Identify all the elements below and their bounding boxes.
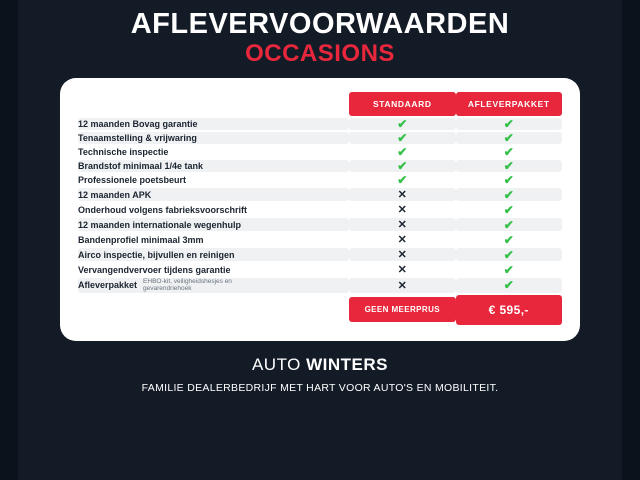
feature-text: 12 maanden Bovag garantie <box>78 119 198 129</box>
page-title: AFLEVERVOORWAARDEN <box>130 8 510 40</box>
feature-label <box>78 188 349 201</box>
feature-label <box>78 160 349 172</box>
right-letterbox-bar <box>622 0 640 480</box>
cross-icon: ✕ <box>397 279 407 292</box>
comparison-card <box>60 78 580 341</box>
feature-text: Airco inspectie, bijvullen en reinigen <box>78 249 235 260</box>
feature-text: Vervangendvervoer tijdens garantie <box>78 264 231 275</box>
cell-standaard <box>349 188 455 201</box>
cell-standaard <box>349 218 455 231</box>
cross-icon: ✕ <box>397 204 407 216</box>
cell-standaard <box>349 160 455 172</box>
check-icon: ✔ <box>397 173 408 187</box>
table-row <box>78 188 562 201</box>
feature-label <box>78 118 349 130</box>
footer-standaard <box>349 295 455 325</box>
cell-afleverpakket <box>456 146 562 158</box>
footer-afleverpakket <box>456 295 562 325</box>
check-icon: ✔ <box>503 173 514 187</box>
cell-standaard <box>349 263 455 276</box>
cross-icon: ✕ <box>397 219 407 231</box>
table-row <box>78 278 562 293</box>
page-subtitle: OCCASIONS <box>245 40 395 67</box>
brand-name-light: AUTO <box>251 354 301 374</box>
cell-standaard <box>349 146 455 158</box>
cell-afleverpakket <box>456 218 562 231</box>
cell-standaard <box>349 278 455 293</box>
cell-standaard <box>349 233 455 246</box>
table-row <box>78 233 562 246</box>
check-icon: ✔ <box>397 117 408 131</box>
cross-icon: ✕ <box>397 264 407 276</box>
column-header-afleverpakket-label: AFLEVERPAKKET <box>456 92 562 116</box>
table-row <box>78 203 562 216</box>
brand-name <box>142 355 499 375</box>
feature-label <box>78 263 349 276</box>
feature-label <box>78 233 349 246</box>
check-icon: ✔ <box>503 187 514 202</box>
table-row <box>78 174 562 186</box>
price-afleverpakket: € 595,- <box>456 295 562 325</box>
feature-label <box>78 278 349 293</box>
cell-afleverpakket <box>456 278 562 293</box>
check-icon: ✔ <box>503 278 514 293</box>
cross-icon: ✕ <box>397 234 407 246</box>
cell-afleverpakket <box>456 263 562 276</box>
feature-label <box>78 248 349 261</box>
feature-label <box>78 203 349 216</box>
cell-standaard <box>349 203 455 216</box>
price-standaard: GEEN MEERPRUS <box>349 297 455 322</box>
footer-spacer <box>78 295 349 325</box>
cell-afleverpakket <box>456 118 562 130</box>
table-body <box>78 118 562 293</box>
brand-block <box>142 355 499 394</box>
table-foot <box>78 295 562 325</box>
feature-text: Tenaamstelling & vrijwaring <box>78 133 197 143</box>
feature-label <box>78 146 349 158</box>
feature-text: 12 maanden internationale wegenhulp <box>78 219 242 230</box>
feature-label <box>78 174 349 186</box>
table-row <box>78 263 562 276</box>
check-icon: ✔ <box>397 145 408 159</box>
feature-text: Afleverpakket <box>78 279 138 290</box>
check-icon: ✔ <box>503 247 514 262</box>
check-icon: ✔ <box>503 131 514 145</box>
check-icon: ✔ <box>503 145 514 159</box>
cell-afleverpakket <box>456 188 562 201</box>
check-icon: ✔ <box>503 159 514 173</box>
check-icon: ✔ <box>503 262 514 277</box>
left-letterbox-bar <box>0 0 18 480</box>
cell-afleverpakket <box>456 132 562 144</box>
cell-standaard <box>349 248 455 261</box>
column-header-afleverpakket <box>456 92 562 116</box>
check-icon: ✔ <box>397 131 408 145</box>
cross-icon: ✕ <box>397 249 407 261</box>
feature-text: Brandstof minimaal 1/4e tank <box>78 161 204 171</box>
poster-header <box>131 10 510 66</box>
cell-afleverpakket <box>456 248 562 261</box>
table-row <box>78 118 562 130</box>
feature-note: EHBO-kit, veiligheidshesjes en gevarendriehoek <box>143 278 232 293</box>
column-header-feature <box>78 92 349 116</box>
check-icon: ✔ <box>503 217 514 232</box>
cell-afleverpakket <box>456 233 562 246</box>
cross-icon: ✕ <box>397 189 407 201</box>
cell-afleverpakket <box>456 160 562 172</box>
cell-standaard <box>349 118 455 130</box>
table-row <box>78 146 562 158</box>
table-row <box>78 132 562 144</box>
feature-text: 12 maanden APK <box>78 189 152 200</box>
brand-name-bold: WINTERS <box>306 354 389 374</box>
column-header-standaard <box>349 92 455 116</box>
feature-label <box>78 218 349 231</box>
table-row <box>78 218 562 231</box>
check-icon: ✔ <box>503 232 514 247</box>
feature-text: Technische inspectie <box>78 147 169 157</box>
table-header-row <box>78 92 562 116</box>
cell-standaard <box>349 132 455 144</box>
comparison-table <box>78 90 562 327</box>
brand-tagline: FAMILIE DEALERBEDRIJF MET HART VOOR AUTO'S EN MOBILITEIT. <box>141 381 499 394</box>
cell-afleverpakket <box>456 203 562 216</box>
table-row <box>78 248 562 261</box>
feature-text: Onderhoud volgens fabrieksvoorschrift <box>78 204 248 215</box>
feature-text: Bandenprofiel minimaal 3mm <box>78 234 204 245</box>
check-icon: ✔ <box>397 159 408 173</box>
cell-afleverpakket <box>456 174 562 186</box>
table-row <box>78 160 562 172</box>
feature-text: Professionele poetsbeurt <box>78 175 187 185</box>
table-head <box>78 92 562 116</box>
feature-label <box>78 132 349 144</box>
check-icon: ✔ <box>503 117 514 131</box>
cell-standaard <box>349 174 455 186</box>
check-icon: ✔ <box>503 202 514 217</box>
column-header-standaard-label: STANDAARD <box>349 92 455 116</box>
table-footer-row <box>78 295 562 325</box>
